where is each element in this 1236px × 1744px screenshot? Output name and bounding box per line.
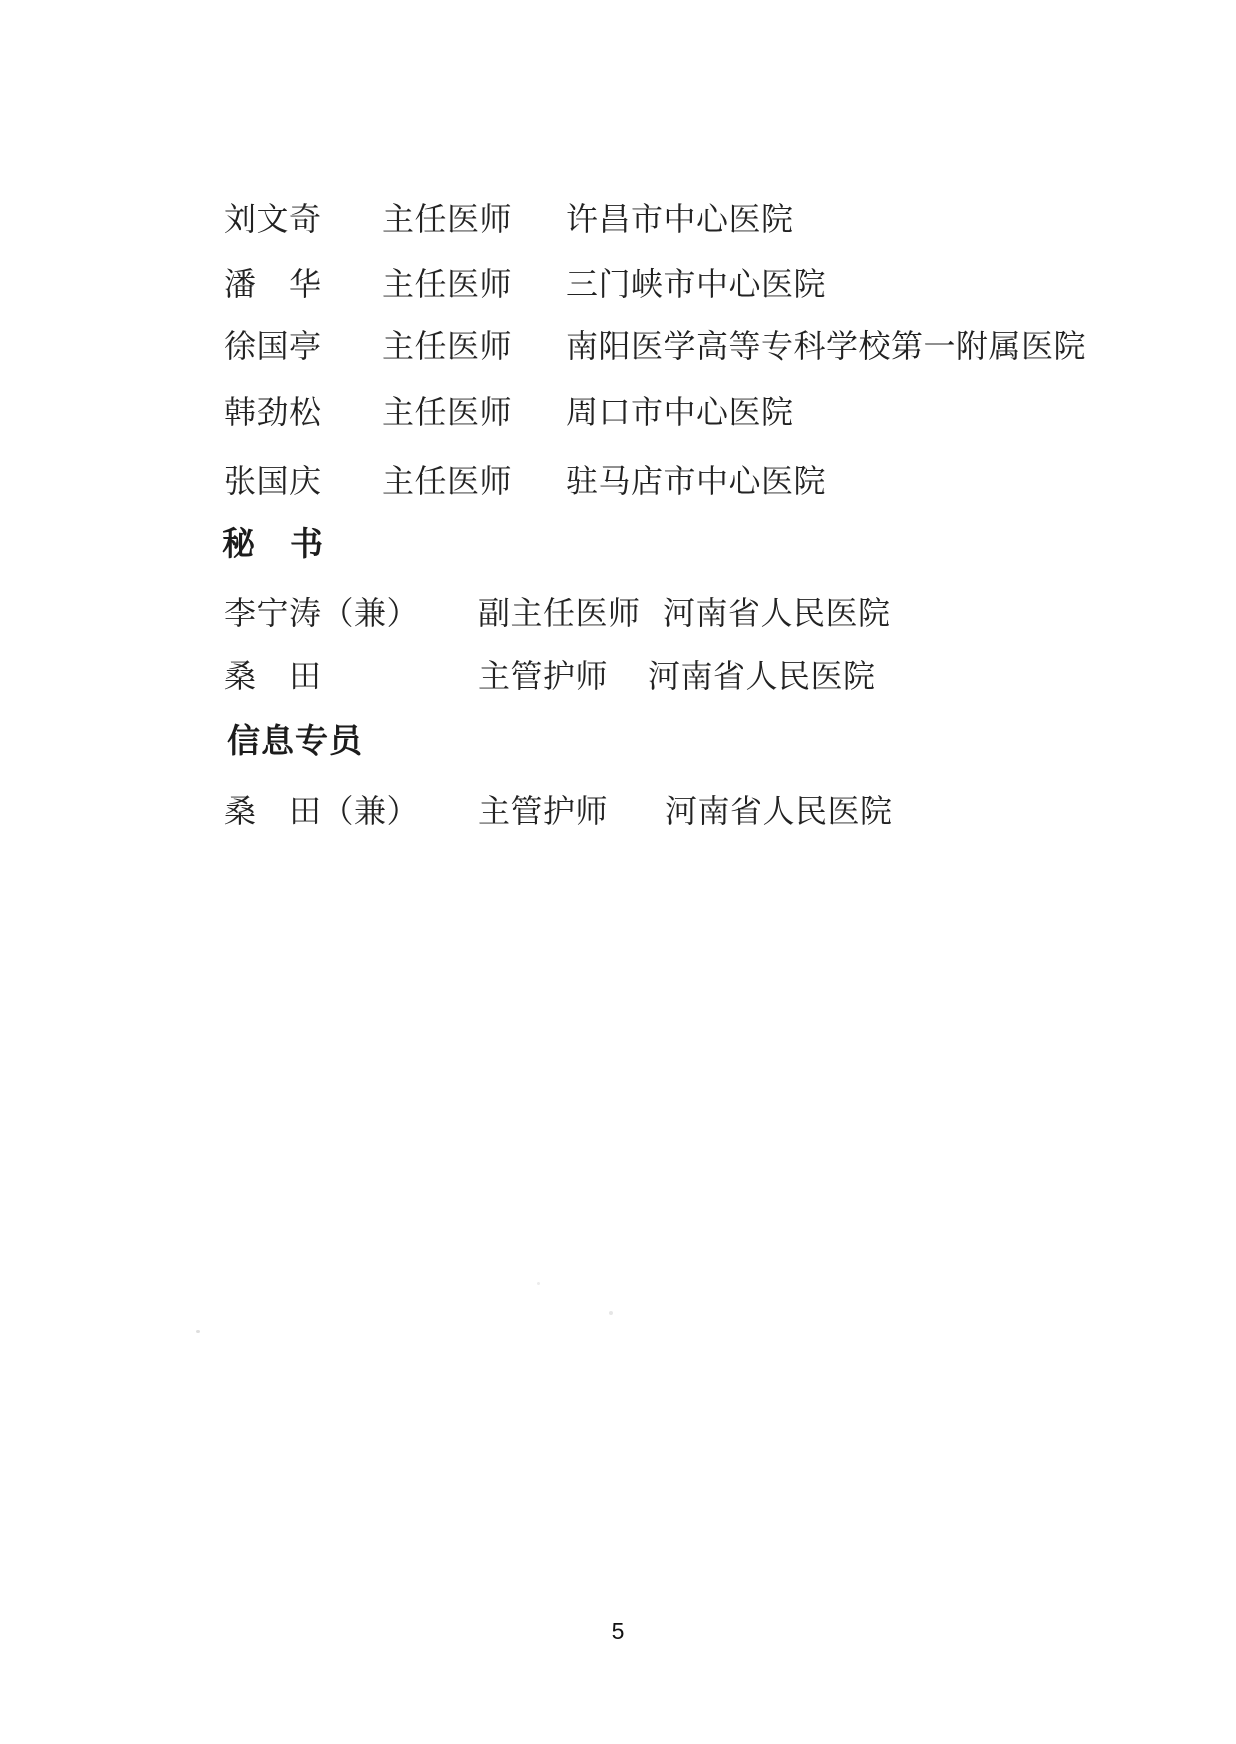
member-title: 主任医师 bbox=[382, 394, 513, 430]
scan-speck bbox=[537, 1282, 540, 1285]
section-heading-secretary: 秘 书 bbox=[222, 525, 324, 562]
scan-speck bbox=[196, 1330, 200, 1333]
member-title: 主任医师 bbox=[382, 328, 513, 364]
roster-row bbox=[0, 593, 1236, 633]
member-name: 张国庆 bbox=[224, 463, 322, 499]
member-name: 李宁涛（兼） bbox=[224, 595, 420, 631]
scan-speck bbox=[609, 1311, 613, 1315]
page-number: 5 bbox=[611, 1618, 625, 1644]
member-hospital: 河南省人民医院 bbox=[663, 595, 891, 631]
member-name: 桑 田（兼） bbox=[224, 793, 420, 829]
roster-row bbox=[0, 392, 1236, 432]
roster-row bbox=[0, 264, 1236, 304]
member-name: 韩劲松 bbox=[224, 394, 322, 430]
member-title: 主管护师 bbox=[478, 793, 609, 829]
member-hospital: 驻马店市中心医院 bbox=[566, 463, 827, 499]
member-name: 潘 华 bbox=[224, 266, 322, 302]
member-title: 主任医师 bbox=[382, 266, 513, 302]
roster-row bbox=[0, 461, 1236, 501]
member-title: 副主任医师 bbox=[478, 595, 641, 631]
member-title: 主任医师 bbox=[382, 201, 513, 237]
roster-row bbox=[0, 656, 1236, 696]
member-hospital: 河南省人民医院 bbox=[648, 658, 876, 694]
section-heading-information-officer: 信息专员 bbox=[227, 722, 363, 759]
member-hospital: 三门峡市中心医院 bbox=[566, 266, 827, 302]
member-name: 刘文奇 bbox=[224, 201, 322, 237]
member-hospital: 河南省人民医院 bbox=[665, 793, 893, 829]
roster-row bbox=[0, 199, 1236, 239]
member-hospital: 周口市中心医院 bbox=[566, 394, 794, 430]
roster-row bbox=[0, 326, 1236, 366]
member-hospital: 许昌市中心医院 bbox=[566, 201, 794, 237]
member-name: 徐国亭 bbox=[224, 328, 322, 364]
member-title: 主管护师 bbox=[478, 658, 609, 694]
roster-row bbox=[0, 791, 1236, 831]
member-hospital: 南阳医学高等专科学校第一附属医院 bbox=[566, 328, 1087, 364]
member-title: 主任医师 bbox=[382, 463, 513, 499]
member-name: 桑 田 bbox=[224, 658, 322, 694]
